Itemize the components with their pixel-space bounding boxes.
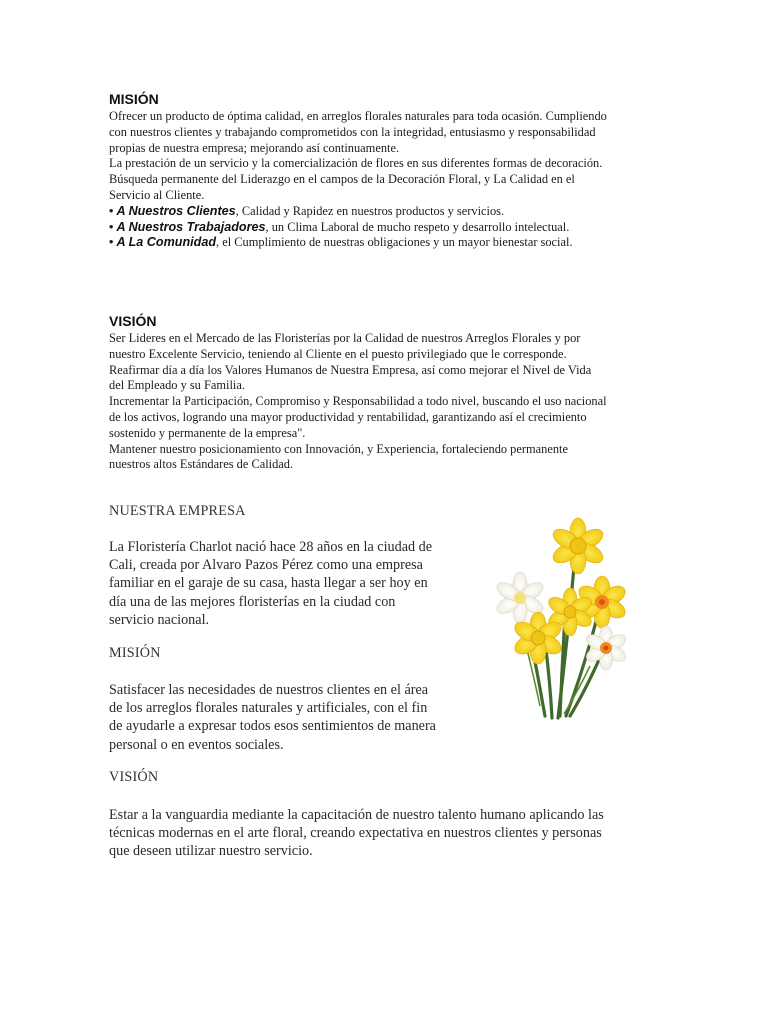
mision-heading: MISIÓN bbox=[109, 91, 159, 107]
vision-heading: VISIÓN bbox=[109, 313, 157, 329]
bullet-rest: , un Clima Laboral de mucho respeto y desarrollo intelectual. bbox=[265, 219, 570, 234]
vision2-heading: VISIÓN bbox=[109, 769, 159, 785]
vision-line: nuestros altos Estándares de Calidad. bbox=[109, 457, 294, 472]
vision-line: de los activos, logrando una mayor productividad y rentabilidad, garantizando así el crecimiento bbox=[109, 409, 587, 424]
vision2-line: técnicas modernas en el arte floral, creando expectativa en nuestros clientes y personas bbox=[109, 825, 602, 842]
vision-body bbox=[109, 331, 669, 473]
bullet-rest: , el Cumplimiento de nuestras obligaciones y un mayor bienestar social. bbox=[216, 235, 573, 250]
mision2-line: Satisfacer las necesidades de nuestros clientes en el área bbox=[109, 682, 429, 698]
mision2-heading: MISIÓN bbox=[109, 645, 161, 661]
mision-line: con nuestros clientes y trabajando comprometidos con la integridad, entusiasmo y responsabilidad bbox=[109, 124, 596, 139]
mision-bullet bbox=[109, 235, 669, 251]
empresa-line: servicio nacional. bbox=[109, 611, 210, 628]
mision2-body bbox=[109, 681, 436, 754]
vision-line: Incrementar la Participación, Compromiso y Responsabilidad a todo nivel, buscando el uso nacional bbox=[109, 394, 607, 409]
vision-line: nuestro Excelente Servicio, teniendo al Cliente en el puesto privilegiado que le corresponde. bbox=[109, 346, 567, 361]
bullet-rest: , Calidad y Rapidez en nuestros productos y servicios. bbox=[235, 203, 505, 218]
vision-line: Mantener nuestro posicionamiento con Innovación, y Experiencia, fortaleciendo permanente bbox=[109, 441, 568, 456]
empresa-line: Cali, creada por Alvaro Pazos Pérez como una empresa bbox=[109, 557, 423, 574]
bullet-lead: A La Comunidad bbox=[116, 235, 217, 250]
vision2-body bbox=[109, 806, 604, 861]
vision2-line: que deseen utilizar nuestro servicio. bbox=[109, 843, 313, 860]
empresa-line: día una de las mejores floristerías en la ciudad con bbox=[109, 593, 396, 610]
daffodil-bouquet-image bbox=[490, 516, 650, 721]
mision-line: Servicio al Cliente. bbox=[109, 187, 205, 202]
bullet-marker: • bbox=[109, 235, 114, 250]
mision-line: Búsqueda permanente del Liderazgo en el campos de la Decoración Floral, y La Calidad en el bbox=[109, 172, 575, 187]
vision-line: sostenido y permanente de la empresa". bbox=[109, 425, 306, 440]
vision-line: Ser Lideres en el Mercado de las Floristerías por la Calidad de nuestros Arreglos Florales y por bbox=[109, 331, 581, 345]
vision-line: del Empleado y su Familia. bbox=[109, 378, 245, 393]
bullet-marker: • bbox=[109, 203, 114, 218]
mision-line: La prestación de un servicio y la comercialización de flores en sus diferentes formas de decoración. bbox=[109, 156, 603, 171]
mision-line: Ofrecer un producto de óptima calidad, en arreglos florales naturales para toda ocasión. Cumpliendo bbox=[109, 109, 607, 123]
mision2-line: de los arreglos florales naturales y artificiales, con el fin bbox=[109, 700, 428, 717]
bullet-lead: A Nuestros Clientes bbox=[116, 203, 236, 218]
mision2-line: de ayudarle a expresar todos esos sentimientos de manera bbox=[109, 718, 436, 735]
mision-bullet bbox=[109, 204, 669, 220]
empresa-heading: NUESTRA EMPRESA bbox=[109, 503, 246, 519]
vision2-line: Estar a la vanguardia mediante la capacitación de nuestro talento humano aplicando las bbox=[109, 807, 604, 823]
bullet-lead: A Nuestros Trabajadores bbox=[116, 219, 266, 234]
mision-bullet bbox=[109, 220, 669, 236]
empresa-line: La Floristería Charlot nació hace 28 años en la ciudad de bbox=[109, 539, 433, 555]
mision-body bbox=[109, 109, 669, 251]
mision-line: propias de nuestra empresa; mejorando así continuamente. bbox=[109, 140, 400, 155]
bullet-marker: • bbox=[109, 219, 114, 234]
empresa-body bbox=[109, 538, 432, 629]
empresa-line: familiar en el garaje de su casa, hasta llegar a ser hoy en bbox=[109, 575, 428, 592]
mision2-line: personal o en eventos sociales. bbox=[109, 736, 284, 753]
vision-line: Reafirmar día a día los Valores Humanos de Nuestra Empresa, así como mejorar el Nivel de Vida bbox=[109, 362, 592, 377]
